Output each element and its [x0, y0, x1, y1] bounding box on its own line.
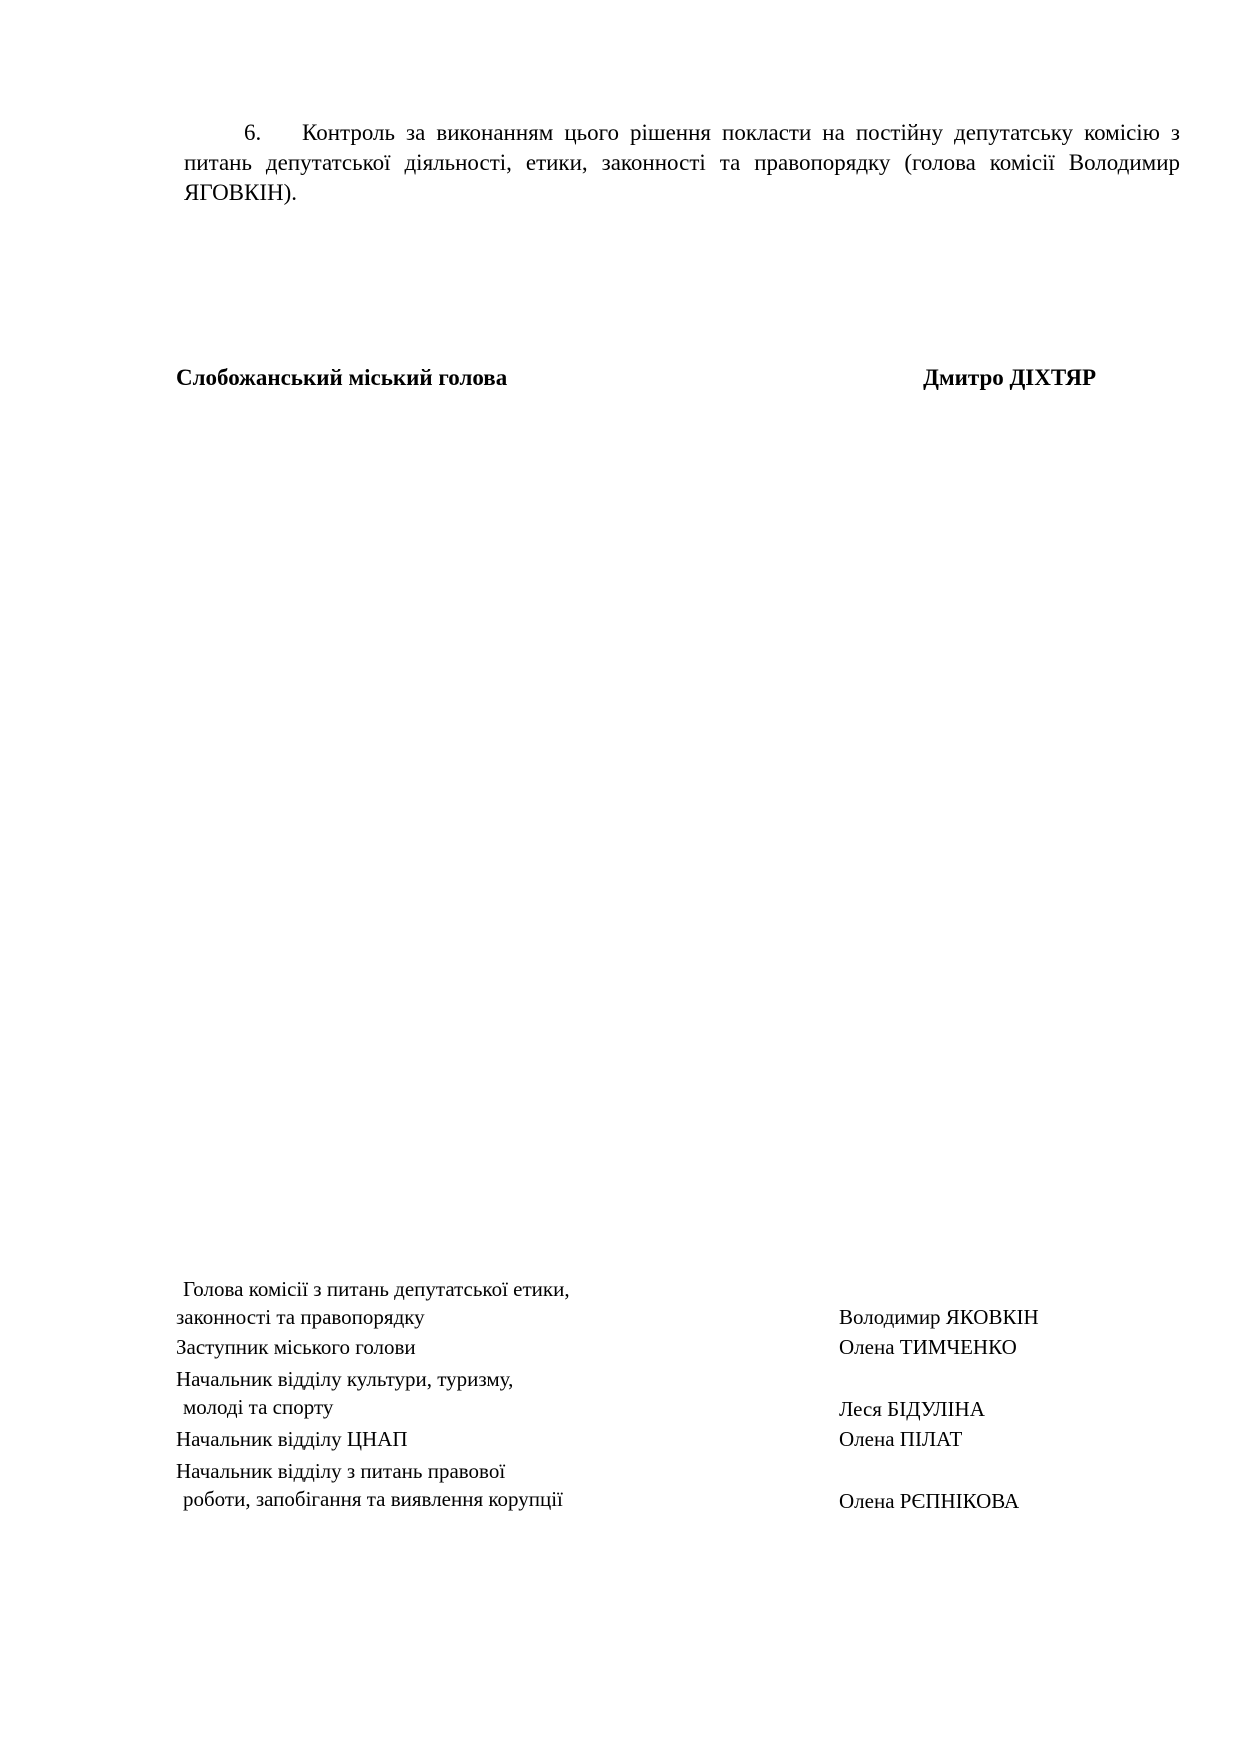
paragraph-number: 6.: [244, 120, 262, 145]
approval-name: Олена РЄПНІКОВА: [839, 1489, 1020, 1513]
approval-position: [176, 1457, 736, 1513]
approval-row: [176, 1365, 1076, 1423]
approval-position: [176, 1425, 736, 1453]
approval-row: [176, 1425, 1076, 1455]
position-line: роботи, запобігання та виявлення корупції: [183, 1487, 563, 1511]
mayor-name: Дмитро ДІХТЯР: [923, 365, 1096, 390]
paragraph-6: [184, 118, 1180, 208]
position-line: Начальник відділу з питань правової: [176, 1459, 506, 1483]
approval-position: [176, 1365, 736, 1421]
position-line: Начальник відділу ЦНАП: [176, 1427, 408, 1451]
approval-name: Леся БІДУЛІНА: [839, 1397, 985, 1421]
position-line: молоді та спорту: [183, 1395, 334, 1419]
approval-row: [176, 1333, 1076, 1363]
approval-position: [176, 1275, 736, 1331]
position-line: Заступник міського голови: [176, 1335, 416, 1359]
position-line: законності та правопорядку: [176, 1305, 425, 1329]
approval-row: [176, 1275, 1076, 1331]
approval-list: [176, 1275, 1076, 1515]
mayor-title: Слобожанський міський голова: [176, 365, 508, 390]
approval-name: Олена ПІЛАТ: [839, 1427, 963, 1451]
position-line: Голова комісії з питань депутатської етики,: [183, 1277, 570, 1301]
position-line: Начальник відділу культури, туризму,: [176, 1367, 514, 1391]
paragraph-text: Контроль за виконанням цього рішення покласти на постійну депутатську комісію з питань депутатської діяльності, етики, законності та правопорядку (голова комісії Володимир ЯГОВКІН).: [184, 120, 1180, 205]
approval-row: [176, 1457, 1076, 1515]
approval-name: Олена ТИМЧЕНКО: [839, 1335, 1017, 1359]
approval-name: Володимир ЯКОВКІН: [839, 1305, 1039, 1329]
approval-position: [176, 1333, 736, 1361]
